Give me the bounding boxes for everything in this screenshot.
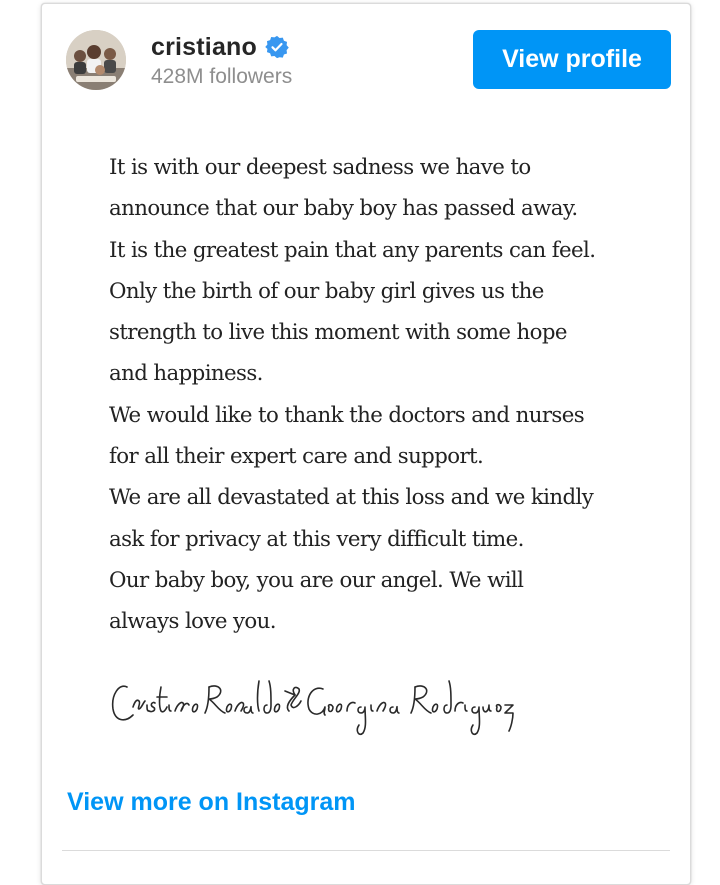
statement-line: ask for privacy at this very difficult time. (109, 526, 524, 552)
statement-line: We would like to thank the doctors and nurses (109, 402, 585, 428)
verified-badge-icon (265, 35, 289, 59)
view-profile-button[interactable]: View profile (473, 30, 671, 89)
statement-line: and happiness. (109, 361, 263, 387)
statement-line: Only the birth of our baby girl gives us the (109, 278, 544, 304)
follower-count: 428M followers (151, 65, 293, 88)
statement-line: It is the greatest pain that any parents can feel. (109, 237, 596, 263)
divider (62, 850, 670, 851)
statement-line: for all their expert care and support. (109, 444, 484, 470)
profile-avatar[interactable] (66, 30, 126, 90)
statement-line: Our baby boy, you are our angel. We will (109, 567, 524, 593)
view-more-on-instagram-link[interactable]: View more on Instagram (67, 788, 356, 816)
handwritten-signature (109, 667, 529, 747)
post-header (42, 4, 690, 114)
post-image[interactable] (42, 119, 690, 759)
statement-line: We are all devastated at this loss and we kindly (109, 485, 594, 511)
statement-line: announce that our baby boy has passed away. (109, 196, 578, 222)
statement-line: strength to live this moment with some hope (109, 320, 567, 346)
username[interactable]: cristiano (151, 32, 257, 61)
statement-line: always love you. (109, 609, 276, 635)
statement-line: It is with our deepest sadness we have to (109, 155, 531, 180)
instagram-embed-card (41, 3, 691, 885)
username-row (151, 30, 289, 64)
statement-text (109, 147, 669, 643)
